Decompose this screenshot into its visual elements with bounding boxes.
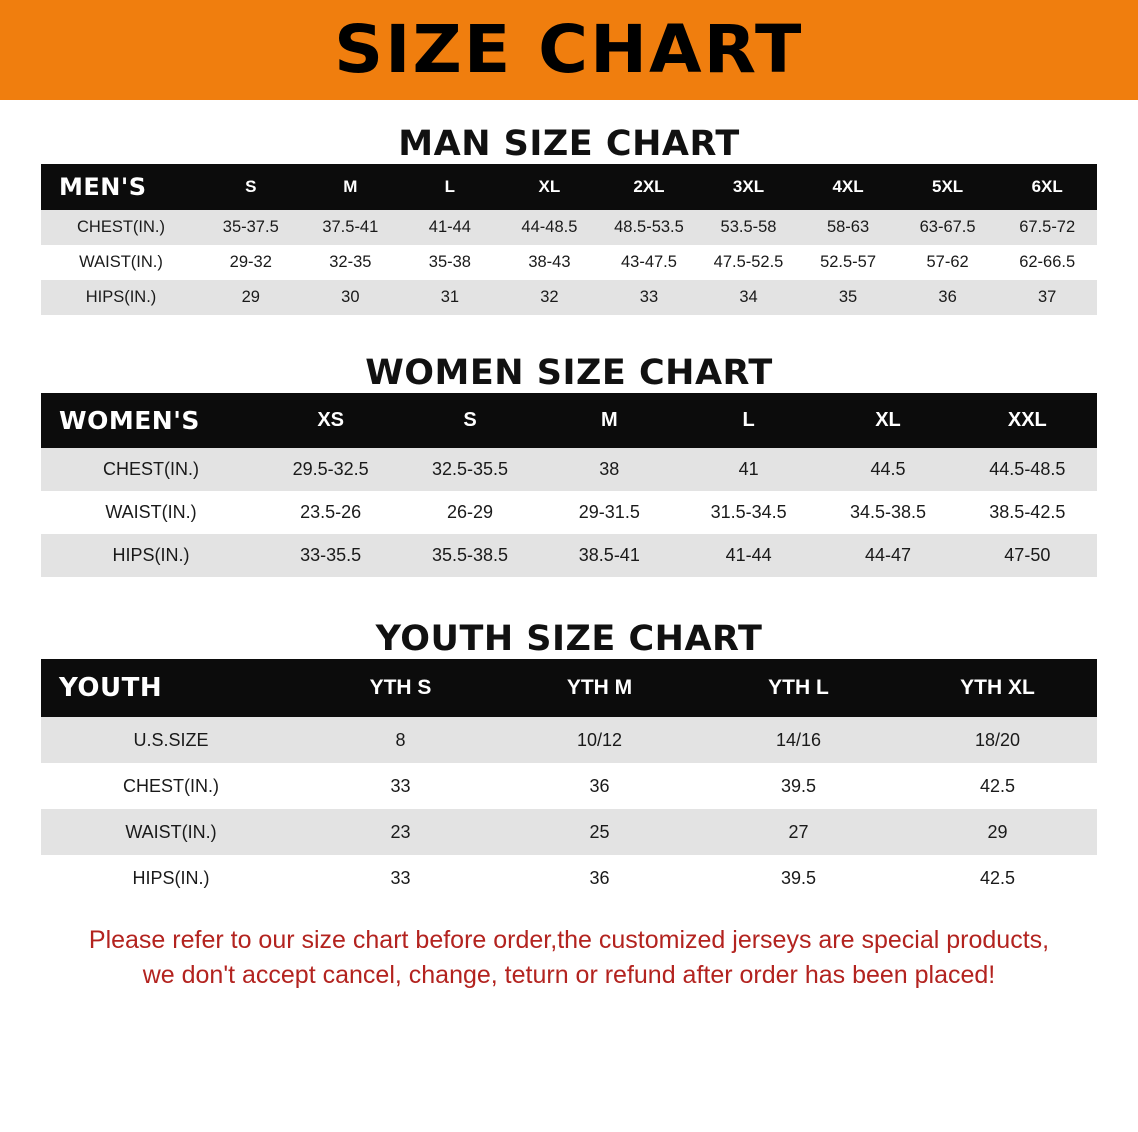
youth-row-label: HIPS(IN.) bbox=[41, 855, 301, 901]
women-cell: 41 bbox=[679, 448, 818, 491]
men-cell: 29-32 bbox=[201, 245, 301, 280]
men-cell: 35-38 bbox=[400, 245, 500, 280]
disclaimer-line-1: Please refer to our size chart before order,the customized jerseys are special products, bbox=[88, 926, 1050, 954]
men-cell: 36 bbox=[898, 280, 998, 315]
men-cell: 35-37.5 bbox=[201, 210, 301, 245]
women-section-title: WOMEN SIZE CHART bbox=[365, 353, 773, 393]
man-section-title: MAN SIZE CHART bbox=[398, 124, 740, 164]
youth-cell: 10/12 bbox=[500, 717, 699, 763]
women-cell: 38 bbox=[540, 448, 679, 491]
youth-cell: 39.5 bbox=[699, 855, 898, 901]
youth-cell: 27 bbox=[699, 809, 898, 855]
table-row bbox=[41, 210, 1097, 245]
men-cell: 33 bbox=[599, 280, 699, 315]
men-cell: 53.5-58 bbox=[699, 210, 799, 245]
men-cell: 38-43 bbox=[500, 245, 600, 280]
table-row bbox=[41, 280, 1097, 315]
table-row bbox=[41, 809, 1097, 855]
youth-table-label: YOUTH bbox=[41, 659, 301, 717]
table-row bbox=[41, 448, 1097, 491]
women-table-body bbox=[41, 448, 1097, 577]
women-row-label: WAIST(IN.) bbox=[41, 491, 261, 534]
women-cell: 29.5-32.5 bbox=[261, 448, 400, 491]
men-cell: 44-48.5 bbox=[500, 210, 600, 245]
youth-cell: 33 bbox=[301, 855, 500, 901]
youth-section-title: YOUTH SIZE CHART bbox=[375, 619, 763, 659]
youth-cell: 36 bbox=[500, 763, 699, 809]
men-cell: 37 bbox=[997, 280, 1097, 315]
women-size-header: S bbox=[400, 393, 539, 448]
table-row bbox=[41, 245, 1097, 280]
youth-table-wrap bbox=[41, 659, 1097, 901]
men-cell: 62-66.5 bbox=[997, 245, 1097, 280]
youth-size-header: YTH XL bbox=[898, 659, 1097, 717]
men-cell: 31 bbox=[400, 280, 500, 315]
man-table-wrap bbox=[41, 164, 1097, 315]
women-size-table bbox=[41, 393, 1097, 577]
youth-cell: 42.5 bbox=[898, 763, 1097, 809]
youth-cell: 18/20 bbox=[898, 717, 1097, 763]
banner bbox=[0, 0, 1138, 100]
men-cell: 48.5-53.5 bbox=[599, 210, 699, 245]
men-size-header: 4XL bbox=[798, 164, 898, 210]
women-row-label: CHEST(IN.) bbox=[41, 448, 261, 491]
youth-cell: 33 bbox=[301, 763, 500, 809]
women-cell: 29-31.5 bbox=[540, 491, 679, 534]
youth-table-body bbox=[41, 717, 1097, 901]
women-size-header: L bbox=[679, 393, 818, 448]
women-cell: 47-50 bbox=[958, 534, 1097, 577]
page-title: SIZE CHART bbox=[334, 11, 804, 88]
women-table-head bbox=[41, 393, 1097, 448]
men-size-header: 5XL bbox=[898, 164, 998, 210]
table-row bbox=[41, 855, 1097, 901]
youth-cell: 25 bbox=[500, 809, 699, 855]
table-row bbox=[41, 717, 1097, 763]
youth-size-table bbox=[41, 659, 1097, 901]
men-cell: 52.5-57 bbox=[798, 245, 898, 280]
men-cell: 32-35 bbox=[301, 245, 401, 280]
youth-cell: 42.5 bbox=[898, 855, 1097, 901]
youth-cell: 8 bbox=[301, 717, 500, 763]
women-cell: 33-35.5 bbox=[261, 534, 400, 577]
men-size-header: 6XL bbox=[997, 164, 1097, 210]
table-row bbox=[41, 534, 1097, 577]
women-cell: 23.5-26 bbox=[261, 491, 400, 534]
youth-size-header: YTH S bbox=[301, 659, 500, 717]
women-cell: 32.5-35.5 bbox=[400, 448, 539, 491]
men-cell: 41-44 bbox=[400, 210, 500, 245]
men-cell: 57-62 bbox=[898, 245, 998, 280]
women-cell: 31.5-34.5 bbox=[679, 491, 818, 534]
youth-size-header: YTH L bbox=[699, 659, 898, 717]
women-cell: 44.5 bbox=[818, 448, 957, 491]
women-cell: 26-29 bbox=[400, 491, 539, 534]
man-table-head bbox=[41, 164, 1097, 210]
men-row-label: HIPS(IN.) bbox=[41, 280, 201, 315]
men-cell: 35 bbox=[798, 280, 898, 315]
women-row-label: HIPS(IN.) bbox=[41, 534, 261, 577]
men-row-label: CHEST(IN.) bbox=[41, 210, 201, 245]
men-size-header: S bbox=[201, 164, 301, 210]
youth-size-header: YTH M bbox=[500, 659, 699, 717]
men-size-header: M bbox=[301, 164, 401, 210]
men-cell: 32 bbox=[500, 280, 600, 315]
man-table-body bbox=[41, 210, 1097, 315]
women-size-header: XXL bbox=[958, 393, 1097, 448]
disclaimer-line-2: we don't accept cancel, change, teturn or refund after order has been placed! bbox=[142, 960, 996, 989]
men-cell: 37.5-41 bbox=[301, 210, 401, 245]
table-header-row bbox=[41, 393, 1097, 448]
table-row bbox=[41, 491, 1097, 534]
table-header-row bbox=[41, 164, 1097, 210]
men-cell: 67.5-72 bbox=[997, 210, 1097, 245]
men-cell: 63-67.5 bbox=[898, 210, 998, 245]
men-size-header: L bbox=[400, 164, 500, 210]
youth-cell: 14/16 bbox=[699, 717, 898, 763]
women-size-header: M bbox=[540, 393, 679, 448]
youth-cell: 23 bbox=[301, 809, 500, 855]
women-cell: 44.5-48.5 bbox=[958, 448, 1097, 491]
men-size-header: 3XL bbox=[699, 164, 799, 210]
table-header-row bbox=[41, 659, 1097, 717]
table-row bbox=[41, 763, 1097, 809]
women-size-header: XS bbox=[261, 393, 400, 448]
men-row-label: WAIST(IN.) bbox=[41, 245, 201, 280]
youth-table-head bbox=[41, 659, 1097, 717]
women-cell: 38.5-42.5 bbox=[958, 491, 1097, 534]
women-table-label: WOMEN'S bbox=[41, 393, 261, 448]
men-table-label: MEN'S bbox=[41, 164, 201, 210]
women-cell: 44-47 bbox=[818, 534, 957, 577]
women-cell: 34.5-38.5 bbox=[818, 491, 957, 534]
women-cell: 38.5-41 bbox=[540, 534, 679, 577]
men-cell: 34 bbox=[699, 280, 799, 315]
women-table-wrap bbox=[41, 393, 1097, 577]
men-cell: 58-63 bbox=[798, 210, 898, 245]
youth-cell: 36 bbox=[500, 855, 699, 901]
women-cell: 35.5-38.5 bbox=[400, 534, 539, 577]
men-cell: 47.5-52.5 bbox=[699, 245, 799, 280]
youth-cell: 39.5 bbox=[699, 763, 898, 809]
men-cell: 29 bbox=[201, 280, 301, 315]
youth-row-label: WAIST(IN.) bbox=[41, 809, 301, 855]
women-cell: 41-44 bbox=[679, 534, 818, 577]
youth-cell: 29 bbox=[898, 809, 1097, 855]
women-size-header: XL bbox=[818, 393, 957, 448]
man-size-table bbox=[41, 164, 1097, 315]
men-size-header: XL bbox=[500, 164, 600, 210]
disclaimer-note bbox=[41, 923, 1097, 992]
men-size-header: 2XL bbox=[599, 164, 699, 210]
men-cell: 43-47.5 bbox=[599, 245, 699, 280]
youth-row-label: U.S.SIZE bbox=[41, 717, 301, 763]
youth-row-label: CHEST(IN.) bbox=[41, 763, 301, 809]
men-cell: 30 bbox=[301, 280, 401, 315]
